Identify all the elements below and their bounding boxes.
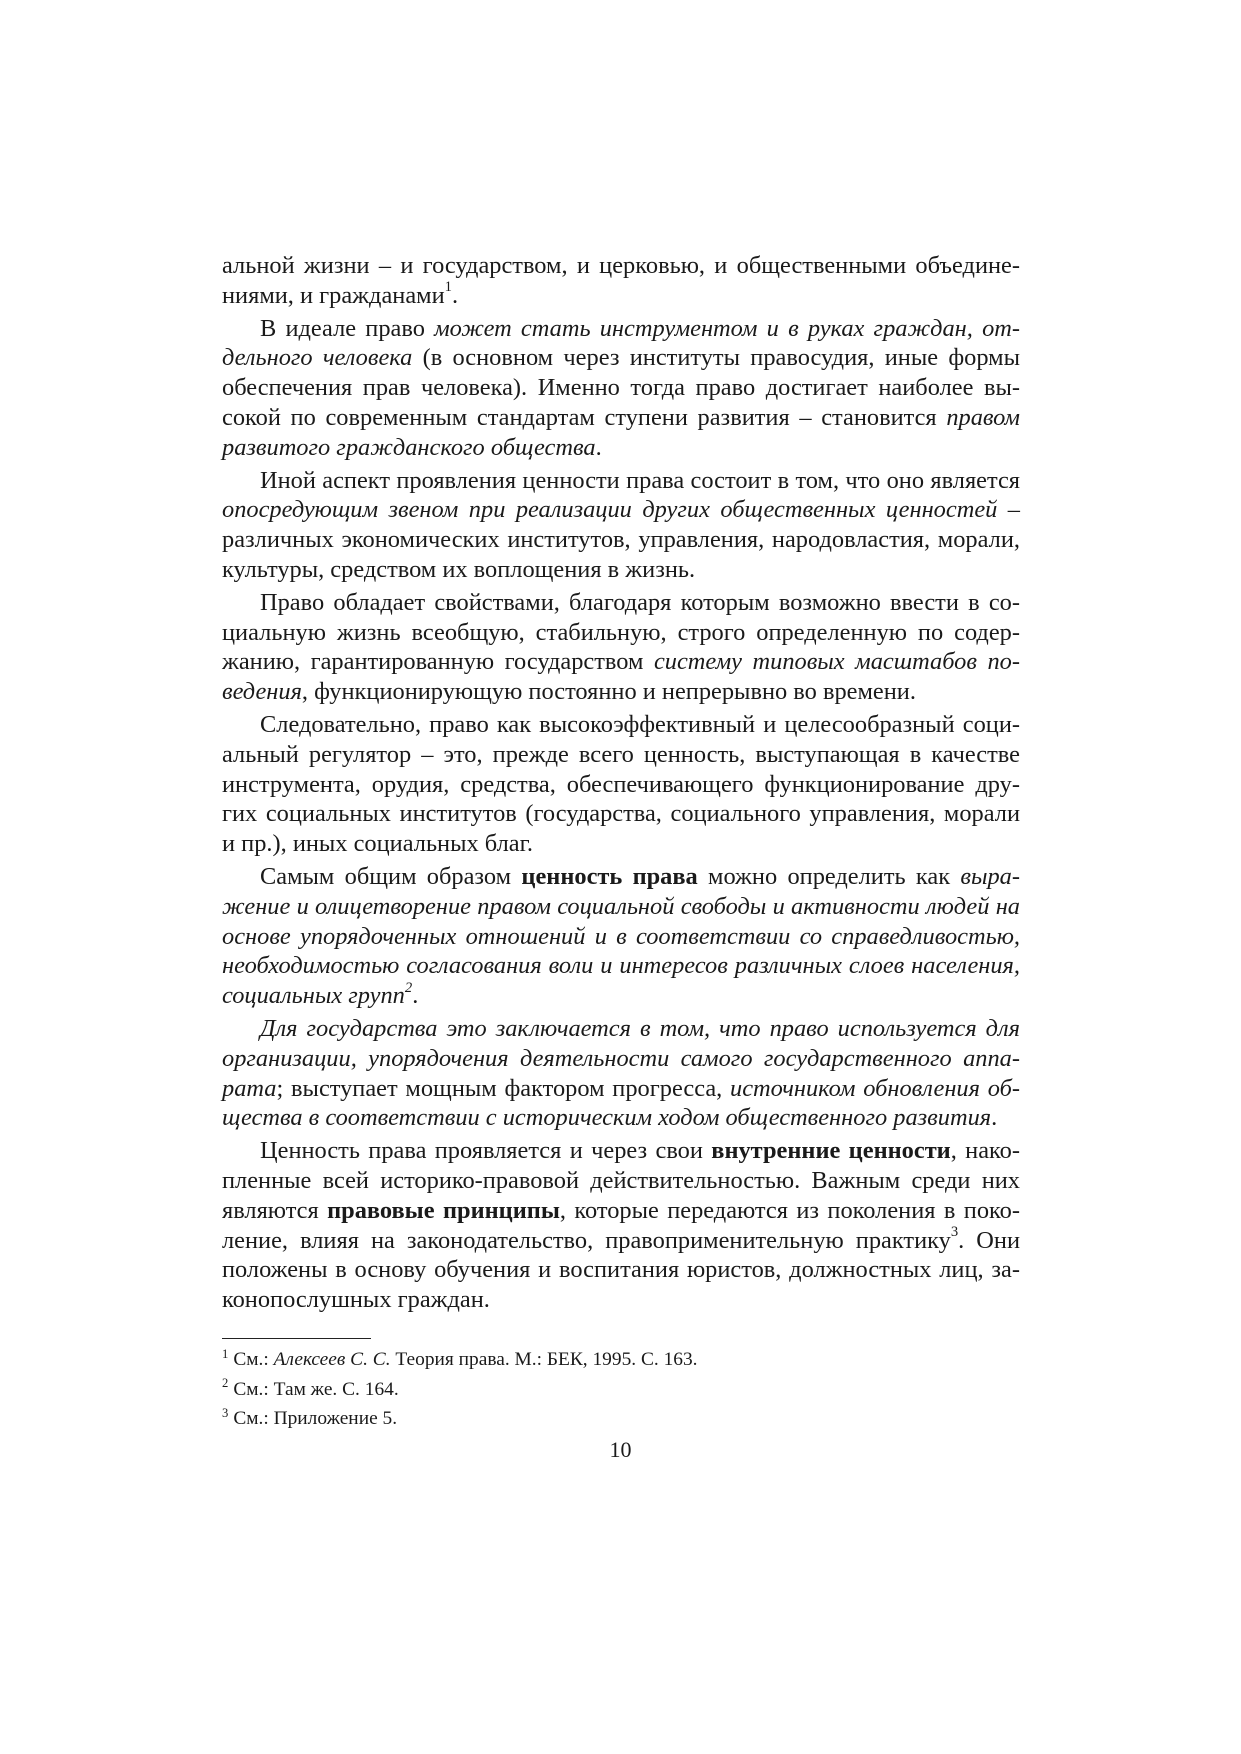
footnote-mark: 3: [222, 1405, 229, 1420]
italic-text: выражение и олицетворение правом социальной свободы и активности людей на основе упорядоченных отношений и в соответствии со справедливостью, необходимостью согласования воли и интересов различных слоев населения, социальных групп: [222, 862, 1020, 1010]
paragraph: [222, 314, 1020, 463]
text-segment: Ценность права проявляется и через свои: [260, 1137, 712, 1165]
text-segment: Теория права. М.: БЕК, 1995. С. 163.: [390, 1349, 698, 1370]
text-segment: Иной аспект проявления ценности права состоит в том, что оно является: [260, 466, 1020, 494]
footnote-separator: [222, 1338, 371, 1339]
footnote-reference: 3: [950, 1224, 959, 1241]
text-segment: См.: Приложение 5.: [233, 1408, 398, 1429]
paragraph: [222, 862, 1020, 1011]
paragraph: [222, 1014, 1020, 1133]
footnote-reference: 1: [444, 279, 452, 296]
text-segment: (в основном через институты правосудия, иные формы обеспечения прав человека). Именно тогда право достигает наиболее высокой по современным стандартам ступени развития – становится: [222, 344, 1020, 431]
italic-text: источником обновления общества в соответствии с историческим ходом общественного развития: [222, 1074, 1020, 1132]
text-segment: .: [991, 1104, 998, 1132]
text-segment: См.: Там же. С. 164.: [233, 1378, 399, 1400]
bold-term: правовые принципы: [327, 1196, 560, 1224]
text-segment: . Они положены в основу обучения и воспитания юристов, должностных лиц, законопослушных граждан.: [222, 1226, 1020, 1314]
italic-text: опосредующим звеном при реализации других общественных ценностей: [222, 496, 998, 524]
footnotes: [222, 1345, 1020, 1434]
text-segment: можно определить как: [697, 862, 961, 890]
footnote-mark: 2: [222, 1376, 229, 1391]
main-text: [222, 251, 1020, 1315]
text-segment: – различных экономических институтов, управления, народовластия, морали, культуры, средством их воплощения в жизнь.: [222, 496, 1020, 583]
text-segment: Самым общим образом: [260, 862, 522, 890]
text-segment: альной жизни – и государством, и церковью, и общественными объединениями, и гражданами: [222, 252, 1020, 309]
paragraph: [222, 1136, 1020, 1315]
footnote-mark: 1: [222, 1346, 229, 1361]
bold-term: внутренние ценности: [711, 1137, 951, 1165]
italic-text: может стать инструментом и в руках граждан, отдельного человека: [222, 314, 1020, 372]
page-number: 10: [609, 1437, 632, 1462]
paragraph: [222, 588, 1020, 707]
bold-term: ценность права: [521, 862, 698, 890]
italic-text: Для государства это заключается в том, что право используется для организации, упорядочения деятельности самого государственного аппарата: [222, 1014, 1020, 1102]
text-segment: .: [595, 433, 602, 461]
text-segment: См.:: [233, 1349, 274, 1370]
text-segment: ; выступает мощным фактором прогресса,: [276, 1074, 731, 1102]
footnote-3: [222, 1404, 1020, 1434]
text-segment: Следовательно, право как высокоэффективный и целесообразный социальный регулятор – это, прежде всего ценность, выступающая в качестве инструмента, орудия, средства, обеспечивающего функционирование других социальных институтов (государства, социального управления, морали и пр.), иных социальных благ.: [222, 710, 1020, 858]
footnote-reference: 2: [404, 979, 413, 996]
text-segment: Право обладает свойствами, благодаря которым возможно ввести в социальную жизнь всеобщую, стабильную, строго определенную по содержанию, гарантированную государством: [222, 588, 1020, 676]
paragraph: [222, 466, 1020, 585]
footnote-2: [222, 1375, 1020, 1405]
text-segment: , функционирующую постоянно и непрерывно во времени.: [301, 678, 916, 706]
footnote-1: [222, 1345, 1020, 1375]
text-segment: , накопленные всей историко-правовой действительностью. Важным среди них являются: [222, 1137, 1020, 1224]
text-segment: , которые передаются из поколения в поколение, влияя на законодательство, правоприменительную практику: [222, 1196, 1020, 1254]
text-segment: В идеале право: [260, 314, 435, 342]
text-segment: .: [451, 281, 459, 309]
paragraph: [222, 710, 1020, 859]
paragraph: [222, 251, 1020, 311]
italic-text: правом развитого гражданского общества: [222, 403, 1020, 461]
italic-text: Алексеев С. С.: [273, 1349, 391, 1370]
italic-text: систему типовых масштабов поведения: [222, 648, 1020, 706]
text-segment: .: [412, 982, 419, 1010]
